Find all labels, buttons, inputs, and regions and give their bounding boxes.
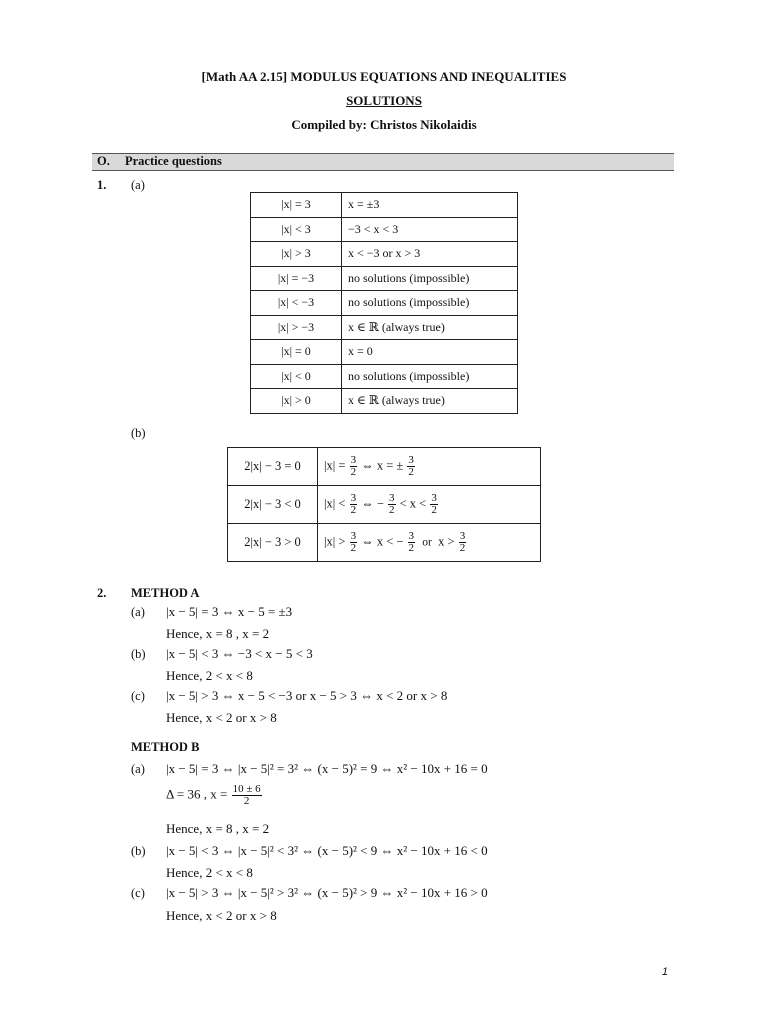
method-b-a-hence: Hence, x = 8 , x = 2	[166, 821, 270, 836]
expr-part: |x| <	[324, 496, 346, 511]
fraction	[350, 531, 358, 554]
table-a-condition: |x| = 3	[251, 193, 342, 218]
section-title: Practice questions	[125, 154, 222, 168]
method-a-c-equation: |x − 5| > 3 ⇔ x − 5 < −3 or x − 5 > 3 ⇔ x < 2 or x > 8	[166, 688, 448, 703]
frac-numerator: 3	[350, 492, 357, 504]
method-b-c-equation: |x − 5| > 3 ⇔ |x − 5|² > 3² ⇔ (x − 5)² > 9 ⇔ x² − 10x + 16 > 0	[166, 885, 488, 900]
table-a-condition: |x| < 3	[251, 217, 342, 242]
frac-denominator: 2	[243, 795, 250, 807]
fraction	[232, 784, 262, 807]
method-b-c-hence: Hence, x < 2 or x > 8	[166, 908, 277, 923]
table-a-solution: x = ±3	[342, 193, 518, 218]
table-a-solution: no solutions (impossible)	[342, 291, 518, 316]
fraction	[350, 493, 358, 516]
table-a-solution: x = 0	[342, 340, 518, 365]
table-a-condition: |x| > −3	[251, 315, 342, 340]
table-b-row	[228, 448, 541, 486]
method-a-b-hence: Hence, 2 < x < 8	[166, 668, 253, 683]
compiled-by: Compiled by: Christos Nikolaidis	[291, 117, 477, 132]
method-b-delta	[166, 784, 263, 807]
frac-denominator: 2	[431, 504, 437, 516]
expr-part: < x <	[399, 496, 427, 511]
table-a-solution: x ∈ ℝ (always true)	[342, 315, 518, 340]
expr-part: |x| >	[324, 534, 346, 549]
table-b-right	[318, 486, 541, 524]
expr-part: x >	[438, 534, 455, 549]
table-b-row	[228, 486, 541, 524]
expr-part: ⇔ x = ±	[361, 458, 404, 473]
table-b-right	[318, 448, 541, 486]
method-b-a-label: (a)	[131, 762, 145, 776]
table-b-right	[318, 524, 541, 562]
question-1a-label: (a)	[131, 178, 145, 192]
frac-denominator: 2	[389, 504, 395, 516]
table-a-row	[251, 315, 518, 340]
method-a-b-label: (b)	[131, 647, 146, 661]
fraction	[388, 493, 396, 516]
document-title: [Math AA 2.15] MODULUS EQUATIONS AND INEQUALITIES	[201, 69, 567, 84]
table-a-condition: |x| = 0	[251, 340, 342, 365]
method-a-c-label: (c)	[131, 689, 145, 703]
table-a-row	[251, 242, 518, 267]
method-b-c-label: (c)	[131, 886, 145, 900]
modulus-table-a	[250, 192, 518, 414]
frac-denominator: 2	[408, 542, 415, 554]
table-a-condition: |x| < 0	[251, 364, 342, 389]
table-a-condition: |x| = −3	[251, 266, 342, 291]
frac-numerator: 3	[431, 492, 437, 504]
method-a-a-equation: |x − 5| = 3 ⇔ x − 5 = ±3	[166, 604, 293, 619]
method-b-b-hence: Hence, 2 < x < 8	[166, 865, 253, 880]
frac-denominator: 2	[350, 542, 357, 554]
method-b-b-equation: |x − 5| < 3 ⇔ |x − 5|² < 3² ⇔ (x − 5)² < 9 ⇔ x² − 10x + 16 < 0	[166, 843, 488, 858]
modulus-table-b	[227, 447, 541, 562]
table-a-solution: x ∈ ℝ (always true)	[342, 389, 518, 414]
fraction	[430, 493, 438, 516]
table-a-solution: x < −3 or x > 3	[342, 242, 518, 267]
frac-numerator: 3	[389, 492, 395, 504]
table-a-row	[251, 193, 518, 218]
page-number: 1	[661, 966, 668, 978]
method-a-b-equation: |x − 5| < 3 ⇔ −3 < x − 5 < 3	[166, 646, 313, 661]
fraction	[407, 455, 415, 478]
question-1b-label: (b)	[131, 426, 146, 440]
frac-numerator: 3	[350, 530, 357, 542]
table-a-condition: |x| > 3	[251, 242, 342, 267]
table-a-condition: |x| > 0	[251, 389, 342, 414]
method-a-a-hence: Hence, x = 8 , x = 2	[166, 626, 270, 641]
delta-text: Δ = 36 , x =	[166, 786, 228, 802]
table-a-row	[251, 217, 518, 242]
frac-denominator: 2	[459, 542, 466, 554]
frac-denominator: 2	[408, 466, 414, 478]
fraction	[350, 455, 358, 478]
subtitle-text: SOLUTIONS	[346, 93, 422, 108]
method-a-c-hence: Hence, x < 2 or x > 8	[166, 710, 277, 725]
fraction	[459, 531, 467, 554]
question-1-number: 1.	[97, 178, 107, 192]
frac-numerator: 3	[408, 530, 415, 542]
method-a-a-label: (a)	[131, 605, 145, 619]
frac-numerator: 3	[459, 530, 466, 542]
method-b-a-equation: |x − 5| = 3 ⇔ |x − 5|² = 3² ⇔ (x − 5)² = 9 ⇔ x² − 10x + 16 = 0	[166, 761, 488, 776]
section-number: O.	[97, 154, 110, 168]
expr-part: |x| =	[324, 458, 346, 473]
frac-numerator: 3	[350, 454, 357, 466]
table-a-condition: |x| < −3	[251, 291, 342, 316]
table-a-row	[251, 340, 518, 365]
table-b-left: 2|x| − 3 < 0	[228, 486, 318, 524]
table-b-left: 2|x| − 3 > 0	[228, 524, 318, 562]
method-a-title: METHOD A	[131, 586, 200, 600]
or-word: or	[422, 536, 432, 549]
question-2-number: 2.	[97, 586, 107, 600]
fraction	[408, 531, 416, 554]
table-a-row	[251, 389, 518, 414]
table-a-solution: no solutions (impossible)	[342, 364, 518, 389]
table-a-solution: no solutions (impossible)	[342, 266, 518, 291]
frac-denominator: 2	[350, 504, 357, 516]
expr-part: ⇔ −	[361, 496, 384, 511]
table-a-row	[251, 291, 518, 316]
method-b-b-label: (b)	[131, 844, 146, 858]
frac-numerator: 3	[408, 454, 414, 466]
frac-numerator: 10 ± 6	[232, 783, 261, 795]
table-b-left: 2|x| − 3 = 0	[228, 448, 318, 486]
table-a-row	[251, 266, 518, 291]
table-b-row	[228, 524, 541, 562]
table-a-solution: −3 < x < 3	[342, 217, 518, 242]
table-a-row	[251, 364, 518, 389]
frac-denominator: 2	[350, 466, 357, 478]
expr-part: ⇔ x < −	[361, 534, 404, 549]
document-subtitle	[0, 93, 768, 109]
method-b-title: METHOD B	[131, 740, 200, 754]
